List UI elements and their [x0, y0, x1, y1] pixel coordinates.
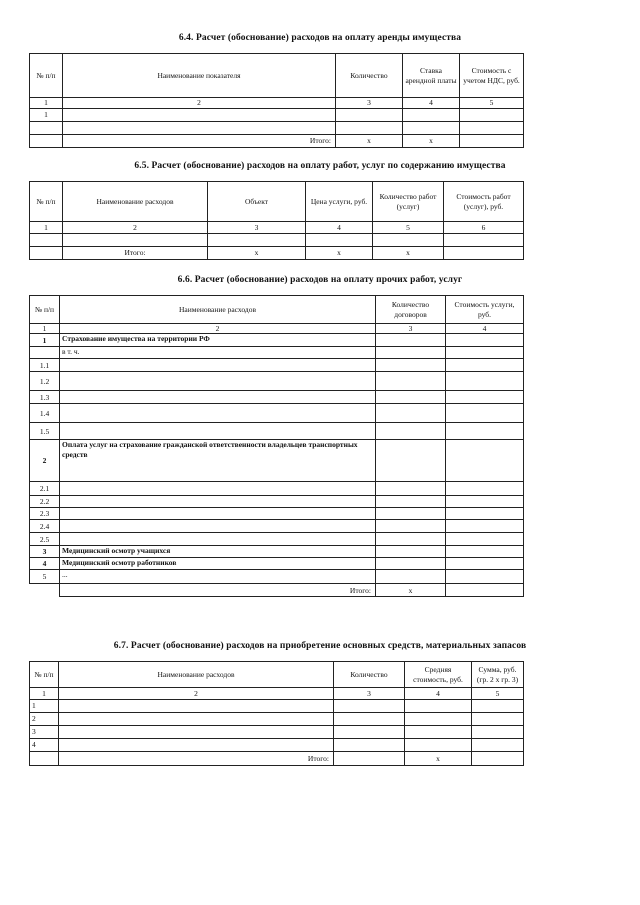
cell	[376, 496, 446, 508]
table-row	[30, 440, 524, 482]
cell	[446, 584, 524, 597]
row-label	[60, 423, 376, 440]
table-row	[30, 109, 524, 122]
row-number: 1	[30, 700, 59, 713]
table-row	[30, 726, 524, 739]
column-number-cell: 5	[472, 688, 524, 700]
x-mark: x	[336, 135, 403, 148]
header-service-price: Цена услуги, руб.	[306, 182, 373, 222]
cell	[472, 739, 524, 752]
section-6-7-title: 6.7. Расчет (обоснование) расходов на приобретение основных средств, материальных запасов	[113, 641, 527, 651]
cell	[446, 533, 524, 546]
row-label	[60, 482, 376, 496]
header-work-quantity: Количество работ (услуг)	[373, 182, 444, 222]
row-label	[60, 520, 376, 533]
header-number: № п/п	[30, 662, 59, 688]
column-number-cell: 4	[405, 688, 472, 700]
row-number: 1	[30, 109, 63, 122]
column-number-cell: 3	[334, 688, 405, 700]
cell	[472, 713, 524, 726]
row-number: 5	[30, 570, 60, 584]
column-number-cell: 5	[460, 98, 524, 109]
header-sum: Сумма, руб. (гр. 2 х гр. 3)	[472, 662, 524, 688]
row-label	[60, 359, 376, 372]
cell	[63, 122, 336, 135]
column-number-cell: 5	[373, 222, 444, 234]
header-cost-with-vat: Стоимость с учетом НДС, руб.	[460, 54, 524, 98]
cell	[63, 109, 336, 122]
cell	[30, 247, 63, 260]
maintenance-services-table	[29, 181, 524, 260]
cell	[59, 739, 334, 752]
row-number: 2.2	[30, 496, 60, 508]
header-rent-rate: Ставка арендной платы	[403, 54, 460, 98]
column-number-cell: 4	[446, 324, 524, 334]
cell	[376, 372, 446, 391]
cell	[376, 546, 446, 558]
cell	[30, 584, 60, 597]
cell	[460, 122, 524, 135]
column-number-cell: 6	[444, 222, 524, 234]
table-row	[30, 404, 524, 423]
column-number-cell: 1	[30, 98, 63, 109]
total-row	[30, 752, 524, 766]
total-row	[30, 135, 524, 148]
row-number: 1.3	[30, 391, 60, 404]
header-average-cost: Средняя стоимость, руб.	[405, 662, 472, 688]
total-label: Итого:	[59, 752, 334, 766]
column-number-cell: 3	[336, 98, 403, 109]
cell	[306, 234, 373, 247]
row-label: Страхование имущества на территории РФ	[60, 334, 376, 347]
row-number: 1.2	[30, 372, 60, 391]
cell	[405, 713, 472, 726]
table-row	[30, 508, 524, 520]
cell	[30, 234, 63, 247]
row-label	[60, 372, 376, 391]
total-label: Итого:	[60, 584, 376, 597]
header-service-cost: Стоимость услуги, руб.	[446, 296, 524, 324]
cell	[334, 713, 405, 726]
header-quantity: Количество	[336, 54, 403, 98]
column-number-cell: 1	[30, 222, 63, 234]
cell	[460, 109, 524, 122]
row-number: 2	[30, 713, 59, 726]
row-label: Оплата услуг на страхование гражданской ответственности владельцев транспортных средств	[60, 440, 376, 482]
table-row	[30, 334, 524, 347]
other-services-table	[29, 295, 524, 597]
cell	[446, 372, 524, 391]
fixed-assets-table	[29, 661, 524, 766]
section-6-6-title: 6.6. Расчет (обоснование) расходов на оплату прочих работ, услуг	[177, 275, 463, 285]
x-mark: x	[306, 247, 373, 260]
cell	[446, 334, 524, 347]
column-number-cell: 2	[63, 98, 336, 109]
cell	[446, 558, 524, 570]
cell	[446, 496, 524, 508]
cell	[334, 726, 405, 739]
row-number: 3	[30, 546, 60, 558]
cell	[446, 520, 524, 533]
header-indicator-name: Наименование показателя	[63, 54, 336, 98]
cell	[334, 739, 405, 752]
header-number: № п/п	[30, 296, 60, 324]
header-work-cost: Стоимость работ (услуг), руб.	[444, 182, 524, 222]
row-label	[60, 533, 376, 546]
table-row	[30, 713, 524, 726]
cell	[376, 391, 446, 404]
table-row	[30, 482, 524, 496]
cell	[30, 135, 63, 148]
cell	[208, 234, 306, 247]
cell	[376, 334, 446, 347]
cell	[446, 570, 524, 584]
header-expense-name: Наименование расходов	[60, 296, 376, 324]
row-label: ...	[60, 570, 376, 584]
header-object: Объект	[208, 182, 306, 222]
row-number: 2.3	[30, 508, 60, 520]
row-number: 4	[30, 739, 59, 752]
total-label: Итого:	[63, 135, 336, 148]
cell	[373, 234, 444, 247]
column-number-cell: 2	[63, 222, 208, 234]
table-row	[30, 372, 524, 391]
row-label: Медицинский осмотр учащихся	[60, 546, 376, 558]
cell	[460, 135, 524, 148]
row-number: 1.1	[30, 359, 60, 372]
column-number-cell: 2	[60, 324, 376, 334]
row-number: 3	[30, 726, 59, 739]
cell	[472, 726, 524, 739]
cell	[334, 700, 405, 713]
cell	[376, 482, 446, 496]
x-mark: x	[208, 247, 306, 260]
table-row	[30, 122, 524, 135]
cell	[30, 752, 59, 766]
total-row	[30, 584, 524, 597]
row-number: 4	[30, 558, 60, 570]
cell	[336, 109, 403, 122]
row-number: 2.5	[30, 533, 60, 546]
section-6-4-title: 6.4. Расчет (обоснование) расходов на оплату аренды имущества	[178, 33, 462, 43]
row-number: 1	[30, 334, 60, 347]
row-label	[60, 508, 376, 520]
column-number-cell: 1	[30, 324, 60, 334]
x-mark: x	[403, 135, 460, 148]
column-number-cell: 3	[376, 324, 446, 334]
cell	[376, 570, 446, 584]
cell	[336, 122, 403, 135]
cell	[63, 234, 208, 247]
row-number: 2	[30, 440, 60, 482]
cell	[446, 347, 524, 359]
cell	[403, 109, 460, 122]
section-6-5-title: 6.5. Расчет (обоснование) расходов на оплату работ, услуг по содержанию имущества	[134, 161, 506, 171]
table-row	[30, 533, 524, 546]
x-mark: x	[373, 247, 444, 260]
cell	[444, 247, 524, 260]
cell	[405, 739, 472, 752]
rent-expenses-table	[29, 53, 524, 148]
cell	[446, 359, 524, 372]
cell	[376, 347, 446, 359]
cell	[446, 423, 524, 440]
row-label	[60, 404, 376, 423]
table-row	[30, 739, 524, 752]
cell	[405, 726, 472, 739]
row-number: 1.4	[30, 404, 60, 423]
row-number: 2.1	[30, 482, 60, 496]
cell	[472, 700, 524, 713]
column-number-cell: 1	[30, 688, 59, 700]
header-contracts-quantity: Количество договоров	[376, 296, 446, 324]
row-label: Медицинский осмотр работников	[60, 558, 376, 570]
cell	[376, 533, 446, 546]
header-number: № п/п	[30, 54, 63, 98]
header-expense-name: Наименование расходов	[59, 662, 334, 688]
table-row	[30, 570, 524, 584]
cell	[59, 700, 334, 713]
table-row	[30, 347, 524, 359]
cell	[472, 752, 524, 766]
row-number	[30, 347, 60, 359]
cell	[446, 440, 524, 482]
x-mark: x	[376, 584, 446, 597]
row-number: 2.4	[30, 520, 60, 533]
header-number: № п/п	[30, 182, 63, 222]
cell	[376, 359, 446, 372]
cell	[376, 423, 446, 440]
cell	[59, 713, 334, 726]
x-mark: x	[405, 752, 472, 766]
table-row	[30, 359, 524, 372]
row-label: в т. ч.	[60, 347, 376, 359]
cell	[446, 404, 524, 423]
cell	[376, 508, 446, 520]
column-number-cell: 4	[306, 222, 373, 234]
cell	[446, 482, 524, 496]
header-expense-name: Наименование расходов	[63, 182, 208, 222]
cell	[376, 558, 446, 570]
header-quantity: Количество	[334, 662, 405, 688]
cell	[444, 234, 524, 247]
row-label	[60, 391, 376, 404]
row-label	[60, 496, 376, 508]
total-label: Итого:	[63, 247, 208, 260]
cell	[446, 508, 524, 520]
cell	[30, 122, 63, 135]
column-number-cell: 3	[208, 222, 306, 234]
cell	[376, 520, 446, 533]
cell	[446, 391, 524, 404]
table-row	[30, 546, 524, 558]
total-row	[30, 247, 524, 260]
column-number-cell: 2	[59, 688, 334, 700]
cell	[446, 546, 524, 558]
table-row	[30, 496, 524, 508]
table-row	[30, 558, 524, 570]
table-row	[30, 520, 524, 533]
cell	[403, 122, 460, 135]
cell	[59, 726, 334, 739]
cell	[376, 404, 446, 423]
cell	[405, 700, 472, 713]
row-number: 1.5	[30, 423, 60, 440]
table-row	[30, 423, 524, 440]
table-row	[30, 391, 524, 404]
table-row	[30, 700, 524, 713]
table-row	[30, 234, 524, 247]
cell	[376, 440, 446, 482]
cell	[334, 752, 405, 766]
column-number-cell: 4	[403, 98, 460, 109]
